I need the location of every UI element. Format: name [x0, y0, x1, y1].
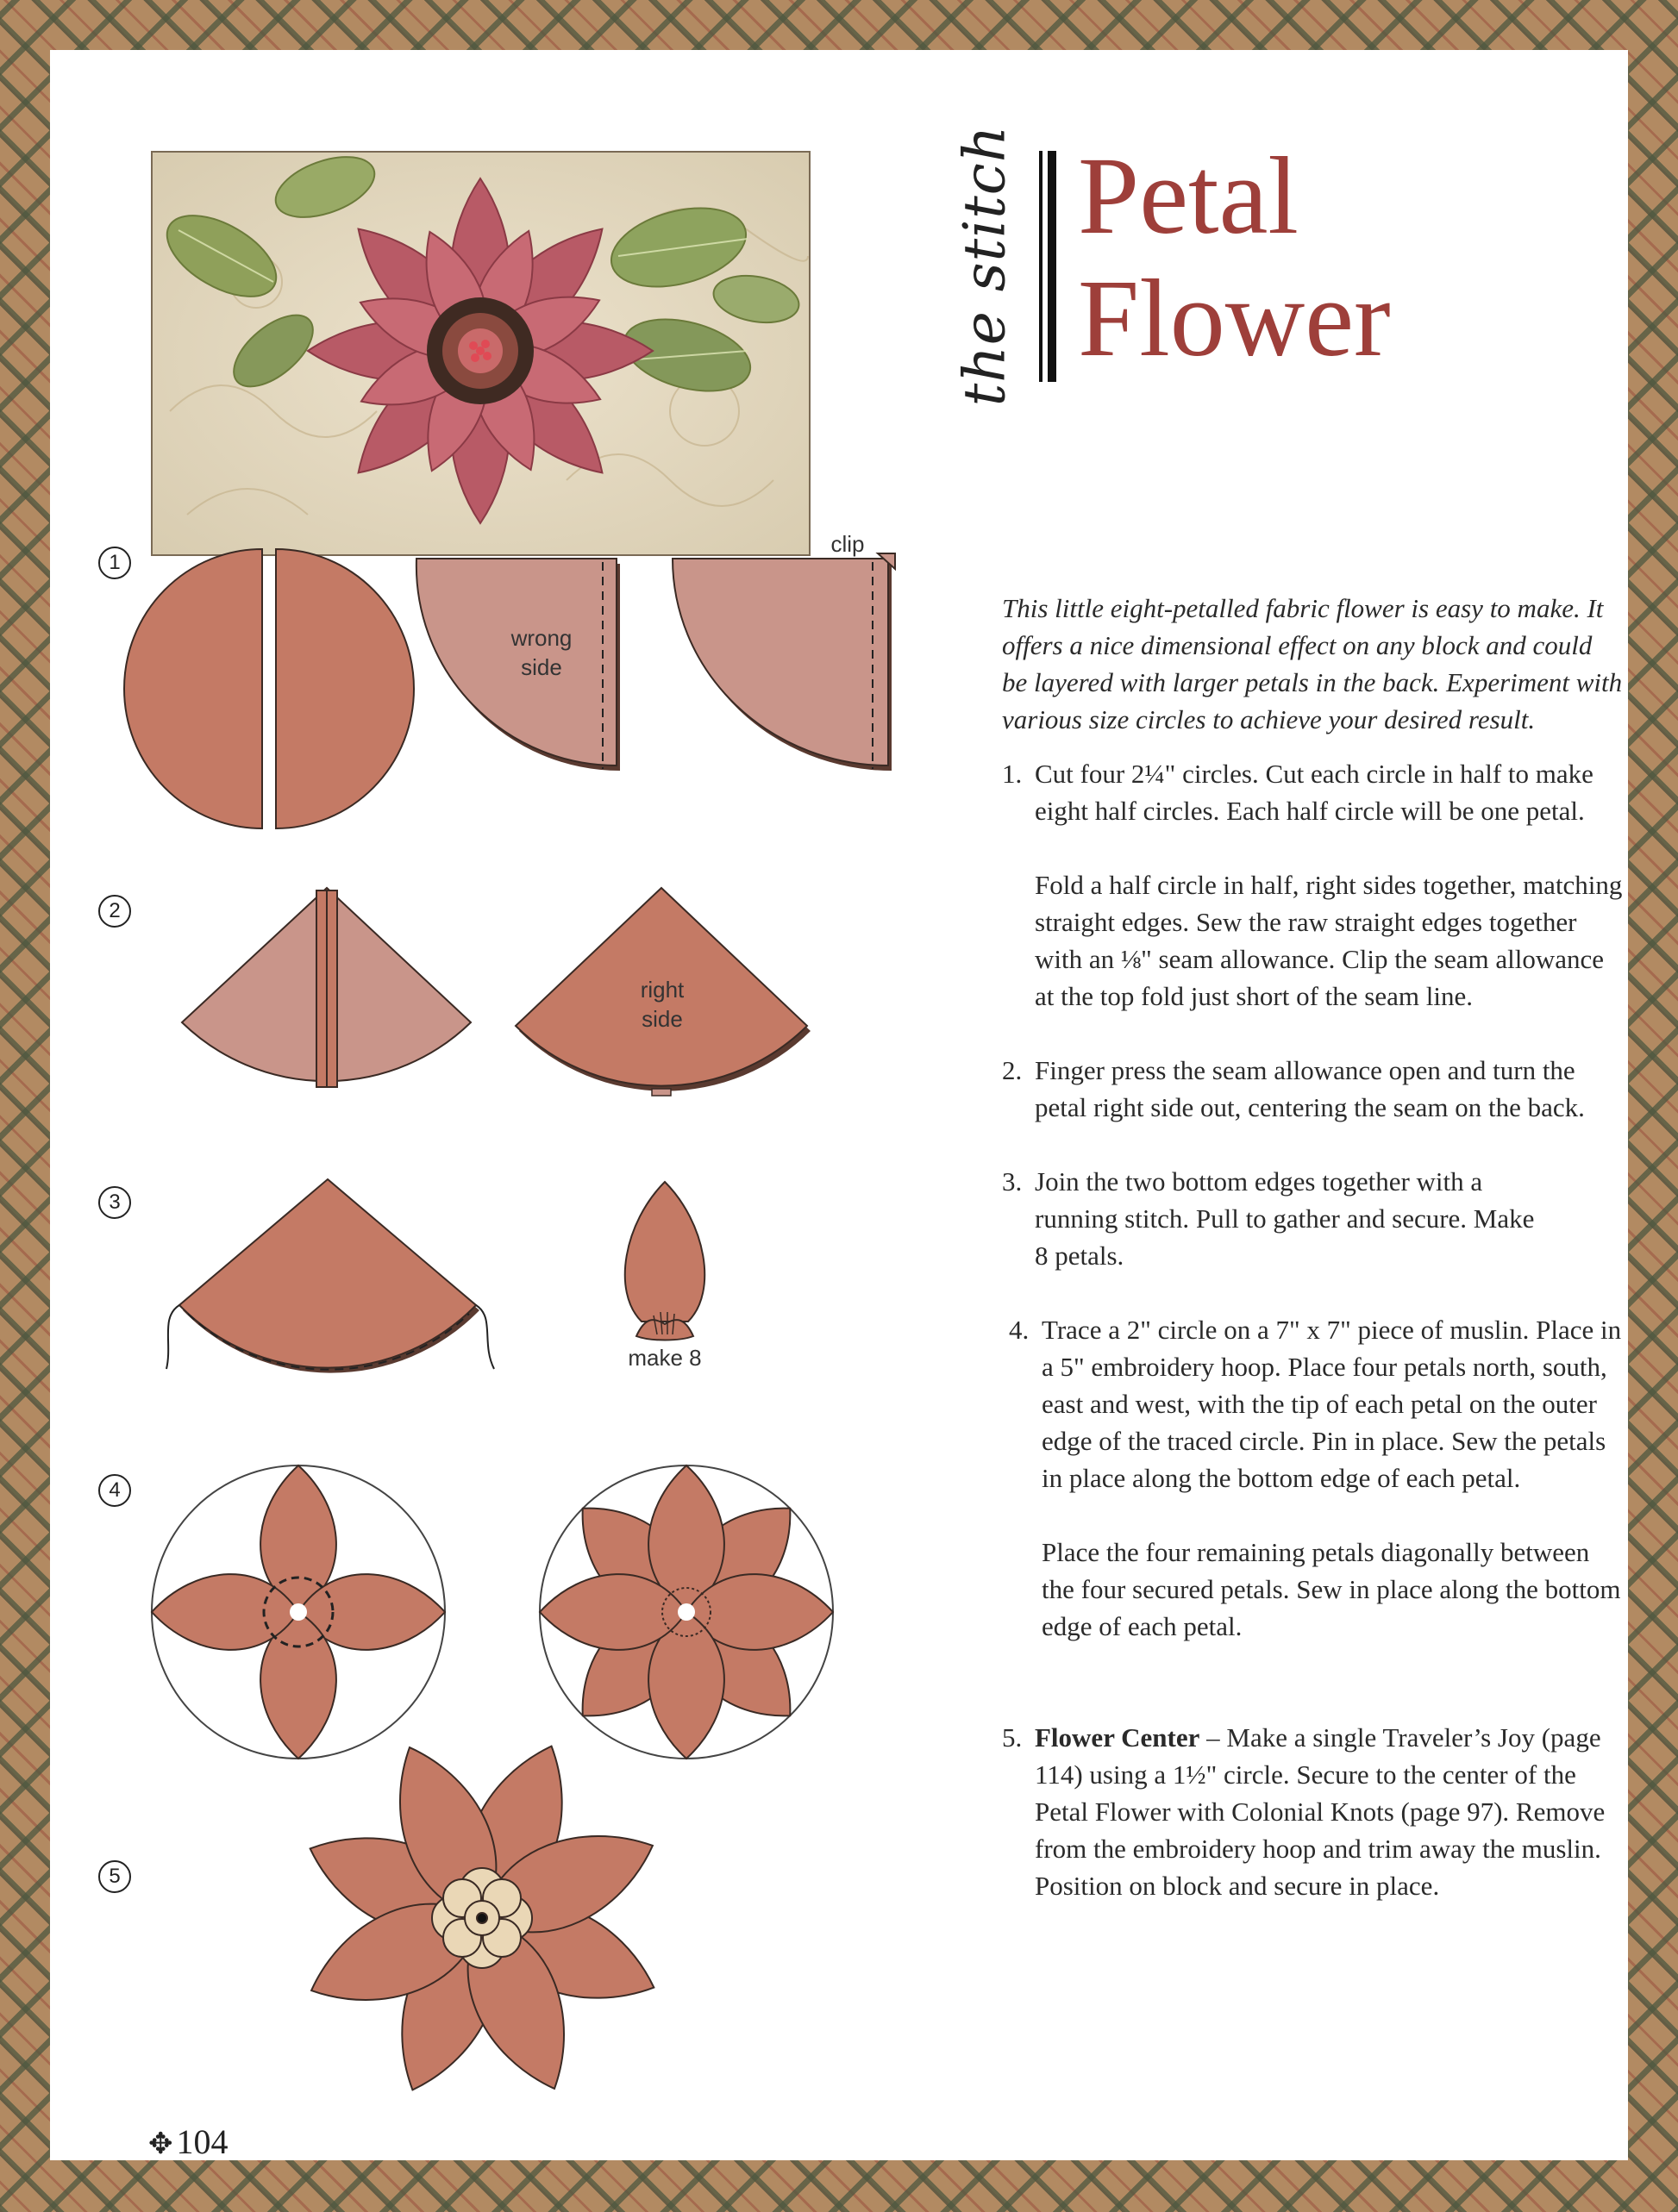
step-4-para-1: Trace a 2" circle on a 7" x 7" piece of muslin. Place in a 5" embroidery hoop. Place four petals north, south, east and west, with the tip of each petal on the outer edge of the traced circle. Pin in place. Sew the petals in place along the bottom edge of each petal. [1042, 1315, 1622, 1493]
step-5-number: 5. [1002, 1722, 1023, 1753]
step5-finished-flower [295, 1731, 670, 2106]
step-number-3: 3 [98, 1186, 131, 1219]
page-footer [148, 2121, 229, 2162]
step-4 [1009, 1311, 1623, 1645]
step-3-number: 3. [1002, 1166, 1023, 1197]
step-number-5: 5 [98, 1860, 131, 1893]
label-make-8: make 8 [628, 1345, 702, 1371]
step4-eight-petals [540, 1465, 833, 1759]
step-number-2: 2 [98, 895, 131, 928]
step-5-bold-heading: Flower Center [1035, 1722, 1200, 1753]
label-wrong: wrong [510, 625, 573, 651]
step-5-text: – Make a single Traveler’s Joy (page 114) using a 1½" circle. Secure to the center of the Petal Flower with Colonial Knots (page 97). Remove from the embroidery hoop and trim away the muslin. Position on block and secure in place. [1035, 1722, 1606, 1901]
label-wrong-side [490, 623, 593, 682]
title-line-1: Petal [1078, 134, 1299, 257]
step-3 [1002, 1163, 1623, 1274]
step4-four-petals [152, 1465, 445, 1759]
title-line-2: Flower [1078, 257, 1391, 379]
step-diagrams [50, 50, 947, 2160]
title-divider-thick [1048, 151, 1056, 382]
label-right-side [610, 975, 714, 1034]
eyebrow-text: the stitch [951, 124, 1018, 407]
step3-running-stitch [166, 1179, 494, 1373]
label-side-2: side [642, 1006, 683, 1032]
page [50, 50, 1628, 2160]
step1-half-circle-right [276, 549, 414, 828]
step-number-1: 1 [98, 547, 131, 579]
step-1-para-1: Cut four 2¼" circles. Cut each circle in half to make eight half circles. Each half circle will be one petal. [1035, 759, 1593, 826]
step-4-number: 4. [1009, 1315, 1030, 1345]
instructions [1002, 590, 1623, 1904]
intro-paragraph: This little eight-petalled fabric flower is easy to make. It offers a nice dimensional effect on any block and could be layered with larger petals in the back. Experiment with various size circles to achieve your desired result. [1002, 593, 1623, 734]
step2-seam-pressed-open [182, 888, 471, 1087]
step1-half-circle-left [124, 549, 262, 828]
step-5 [1002, 1719, 1623, 1904]
step-1 [1002, 755, 1623, 1015]
step-number-4: 4 [98, 1474, 131, 1507]
step-1-para-2: Fold a half circle in half, right sides together, matching straight edges. Sew the raw straight edges together with an ⅛" seam allowance. Clip the seam allowance at the top fold just short of the seam line. [1035, 870, 1623, 1011]
step1-clipped-folded [673, 553, 895, 771]
step-5-para-1 [1035, 1719, 1623, 1904]
step-1-number: 1. [1002, 759, 1023, 789]
label-clip: clip [830, 531, 865, 557]
page-number: 104 [176, 2122, 229, 2161]
ornament-icon: ✥ [148, 2128, 173, 2160]
eyebrow-the-stitch [933, 124, 1036, 407]
page-title [1078, 134, 1595, 379]
step-2-number: 2. [1002, 1055, 1023, 1085]
step3-gathered-petal [625, 1182, 704, 1340]
step-3-para-1: Join the two bottom edges together with a running stitch. Pull to gather and secure. Make 8 petals. [1035, 1166, 1535, 1271]
step-2-para-1: Finger press the seam allowance open and turn the petal right side out, centering the seam on the back. [1035, 1055, 1585, 1122]
step-2 [1002, 1052, 1623, 1126]
label-side: side [521, 654, 562, 680]
title-divider-thin [1039, 151, 1042, 382]
step-4-para-2: Place the four remaining petals diagonally between the four secured petals. Sew in place along the bottom edge of each petal. [1042, 1537, 1621, 1641]
label-right: right [640, 977, 685, 1003]
